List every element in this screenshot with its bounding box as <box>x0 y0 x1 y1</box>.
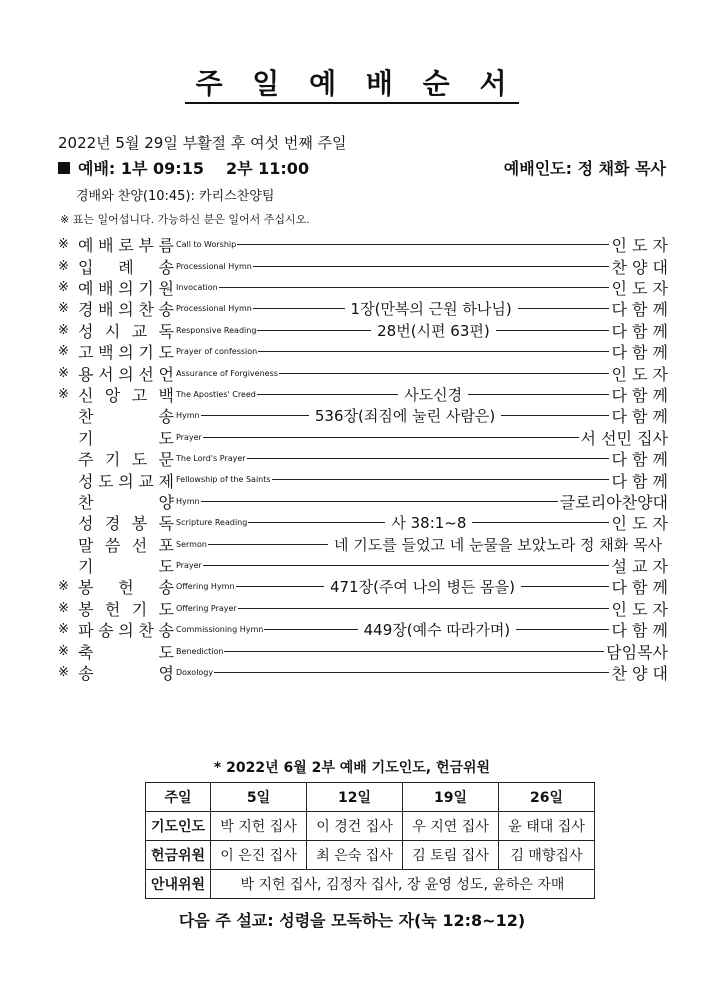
service-second: 2부 11:00 <box>225 159 310 178</box>
standing-mark: ※ <box>58 279 69 295</box>
leader-line <box>468 394 609 395</box>
table-header-cell: 5일 <box>211 783 307 812</box>
order-item-name: 입 례 송 <box>78 257 174 277</box>
order-item-name: 성 경 봉 독 <box>78 514 174 534</box>
row-label: 헌금위원 <box>146 841 211 870</box>
order-item-english: Call to Worship <box>176 240 237 250</box>
order-item-name: 성 시 교 독 <box>78 321 174 341</box>
leader-line <box>203 437 579 438</box>
leader-line <box>258 351 609 352</box>
order-item-english: Responsive Reading <box>176 325 257 335</box>
row-label: 안내위원 <box>146 870 211 899</box>
worship-leader: 예배인도: 정 채화 목사 <box>503 159 666 178</box>
order-item-english: Prayer <box>176 561 202 571</box>
row-label: 기도인도 <box>146 812 211 841</box>
leader-line <box>518 308 610 309</box>
table-row <box>146 870 595 899</box>
page-title: 주 일 예 배 순 서 <box>0 62 704 102</box>
leader-line <box>214 672 609 673</box>
order-item-role: 다 함 께 <box>611 578 668 598</box>
order-item-content: 사 38:1~8 <box>391 514 467 533</box>
standing-mark: ※ <box>58 665 69 680</box>
order-item-english: Sermon <box>176 539 207 549</box>
order-item-role: 찬 양 대 <box>611 664 668 684</box>
standing-mark: ※ <box>58 643 69 659</box>
standing-mark: ※ <box>58 386 69 402</box>
order-item-role: 인 도 자 <box>611 364 668 384</box>
table-cell: 박 지헌 집사, 김정자 집사, 장 윤영 성도, 윤하은 자매 <box>211 870 595 899</box>
order-item <box>58 448 668 469</box>
order-item-role: 담임목사 <box>606 642 668 662</box>
order-item-english: Offering Prayer <box>176 603 237 613</box>
table-header-cell: 26일 <box>499 783 595 812</box>
table-cell: 박 지헌 집사 <box>211 812 307 841</box>
order-item <box>58 320 668 341</box>
leader-line <box>264 629 357 630</box>
leader-line <box>238 608 610 609</box>
leader-line <box>253 266 610 267</box>
order-item-english: Commissioning Hymn <box>176 625 264 635</box>
order-item <box>58 427 668 448</box>
order-item-name: 송 영 <box>78 664 174 684</box>
order-item-name: 축 도 <box>78 642 174 662</box>
order-item-role: 서 선민 집사 <box>580 428 668 448</box>
order-item-english: Processional Hymn <box>176 261 252 271</box>
order-item-name: 기 도 <box>78 557 174 577</box>
leader-line <box>237 244 609 245</box>
leader-line <box>201 415 309 416</box>
schedule-table <box>145 782 595 899</box>
order-item-name: 주 기 도 문 <box>78 450 174 470</box>
order-item-english: Fellowship of the Saints <box>176 475 271 485</box>
order-item <box>58 619 668 640</box>
order-item-english: Prayer of confession <box>176 347 258 357</box>
table-cell: 최 은숙 집사 <box>307 841 403 870</box>
order-item-english: Invocation <box>176 282 218 292</box>
leader-line <box>248 522 385 523</box>
leader-line <box>521 586 609 587</box>
order-item-english: The Apostles' Creed <box>176 389 256 399</box>
order-item <box>58 255 668 276</box>
order-item <box>58 341 668 362</box>
table-header-cell: 19일 <box>403 783 499 812</box>
order-item-role: 다 함 께 <box>611 407 668 427</box>
order-item <box>58 277 668 298</box>
leader-line <box>472 522 609 523</box>
order-item-role: 다 함 께 <box>611 343 668 363</box>
order-item-role: 다 함 께 <box>611 321 668 341</box>
order-item-role: 다 함 께 <box>611 450 668 470</box>
order-item-content: 471장(주여 나의 병든 몸을) <box>329 578 516 597</box>
standing-mark: ※ <box>58 579 69 595</box>
order-item-english: The Lord's Prayer <box>176 454 246 464</box>
order-item <box>58 512 668 533</box>
order-item-name: 기 도 <box>78 428 174 448</box>
leader-line <box>516 629 609 630</box>
leader-line <box>257 330 371 331</box>
order-item-name: 봉 헌 송 <box>78 578 174 598</box>
order-item <box>58 491 668 512</box>
schedule-title: * 2022년 6월 2부 예배 기도인도, 헌금위원 <box>213 760 491 776</box>
order-item-name: 경 배 의 찬 송 <box>78 300 174 320</box>
order-item-role: 다 함 께 <box>611 300 669 320</box>
order-item-role: 다 함 께 <box>611 621 668 641</box>
order-item-content: 449장(예수 따라가며) <box>363 621 511 640</box>
standing-mark: ※ <box>58 622 69 638</box>
order-item-name: 예 배 의 기 원 <box>78 278 174 298</box>
order-item <box>58 405 668 426</box>
square-bullet-icon <box>58 162 70 174</box>
order-item <box>58 640 668 661</box>
order-item-role: 인 도 자 <box>611 514 668 534</box>
leader-line <box>272 479 610 480</box>
order-item-role: 인 도 자 <box>611 278 668 298</box>
order-item-role: 다 함 께 <box>611 385 668 405</box>
order-item-english: Benediction <box>176 646 224 656</box>
order-item-english: Doxology <box>176 668 214 677</box>
standing-mark: ※ <box>58 600 69 616</box>
standing-mark: ※ <box>58 365 69 381</box>
order-item-english: Prayer <box>176 432 202 442</box>
table-cell: 우 지연 집사 <box>403 812 499 841</box>
standing-mark: ※ <box>58 322 69 338</box>
order-item-english: Hymn <box>176 411 200 421</box>
next-sermon: 다음 주 설교: 성령을 모독하는 자(눅 12:8~12) <box>178 911 526 930</box>
table-cell: 김 토림 집사 <box>403 841 499 870</box>
order-item-name: 찬 양 <box>78 492 174 512</box>
standing-mark: ※ <box>58 258 69 274</box>
date-line: 2022년 5월 29일 부활절 후 여섯 번째 주일 <box>58 134 347 152</box>
service-times <box>58 156 309 179</box>
table-cell: 이 은진 집사 <box>211 841 307 870</box>
order-item-name: 파 송 의 찬 송 <box>78 621 174 641</box>
order-item-name: 봉 헌 기 도 <box>78 599 174 619</box>
table-cell: 김 매향집사 <box>499 841 595 870</box>
order-item-english: Assurance of Forgiveness <box>176 368 278 378</box>
leader-line <box>208 544 328 545</box>
order-item <box>58 555 668 576</box>
table-cell: 윤 태대 집사 <box>499 812 595 841</box>
order-item-name: 고 백 의 기 도 <box>78 343 174 363</box>
order-item-role: 설 교 자 <box>611 557 668 577</box>
leader-line <box>501 415 609 416</box>
order-item-english: Scripture Reading <box>176 518 248 528</box>
standing-mark: ※ <box>58 344 69 360</box>
table-row <box>146 841 595 870</box>
order-item-content: 네 기도를 들었고 네 눈물을 보았노라 정 채화 목사 <box>334 535 662 554</box>
table-cell: 이 경건 집사 <box>307 812 403 841</box>
table-header-cell: 주일 <box>146 783 211 812</box>
leader-line <box>257 394 398 395</box>
order-item <box>58 598 668 619</box>
order-item <box>58 298 668 319</box>
order-item <box>58 662 668 683</box>
order-item-role: 다 함 께 <box>611 471 668 491</box>
order-item-content: 사도신경 <box>404 385 463 404</box>
order-item-content: 1장(만복의 근원 하나님) <box>350 300 512 319</box>
table-header-row <box>146 783 595 812</box>
leader-line <box>236 586 324 587</box>
leader-line <box>496 330 610 331</box>
order-item-role: 인 도 자 <box>611 236 668 256</box>
leader-line <box>203 565 610 566</box>
leader-line <box>201 501 558 502</box>
order-item-role: 인 도 자 <box>611 599 668 619</box>
order-item-name: 용 서 의 선 언 <box>78 364 174 384</box>
table-row <box>146 812 595 841</box>
order-item-name: 찬 송 <box>78 407 174 427</box>
standing-mark: ※ <box>58 237 69 253</box>
order-item-english: Offering Hymn <box>176 582 235 592</box>
order-item-english: Processional Hymn <box>176 304 252 314</box>
order-item-english: Hymn <box>176 496 200 506</box>
leader-line <box>247 458 610 459</box>
order-item-name: 예 배 로 부 름 <box>78 236 174 256</box>
table-header-cell: 12일 <box>307 783 403 812</box>
order-item-name: 신 앙 고 백 <box>78 385 174 405</box>
order-item-name: 말 씀 선 포 <box>78 535 174 555</box>
order-of-worship <box>58 234 668 683</box>
standing-mark: ※ <box>58 301 69 317</box>
order-item-role: 글로리아찬양대 <box>559 492 668 512</box>
order-item <box>58 576 668 597</box>
leader-line <box>219 287 610 288</box>
order-item <box>58 469 668 490</box>
order-item <box>58 362 668 383</box>
order-item <box>58 384 668 405</box>
order-item-content: 28번(시편 63편) <box>377 321 490 340</box>
order-item-name: 성 도 의 교 제 <box>78 471 174 491</box>
order-item <box>58 234 668 255</box>
standing-note: ※ 표는 일어섭니다. 가능하신 분은 일어서 주십시오. <box>60 213 310 226</box>
order-item <box>58 533 668 554</box>
order-item-role: 찬 양 대 <box>611 257 668 277</box>
leader-line <box>253 308 345 309</box>
service-first: 예배: 1부 09:15 <box>78 159 204 178</box>
praise-line: 경배와 찬양(10:45): 카리스찬양팀 <box>76 189 275 204</box>
leader-line <box>224 651 604 652</box>
leader-line <box>279 373 610 374</box>
order-item-content: 536장(죄짐에 눌린 사람은) <box>314 407 496 426</box>
